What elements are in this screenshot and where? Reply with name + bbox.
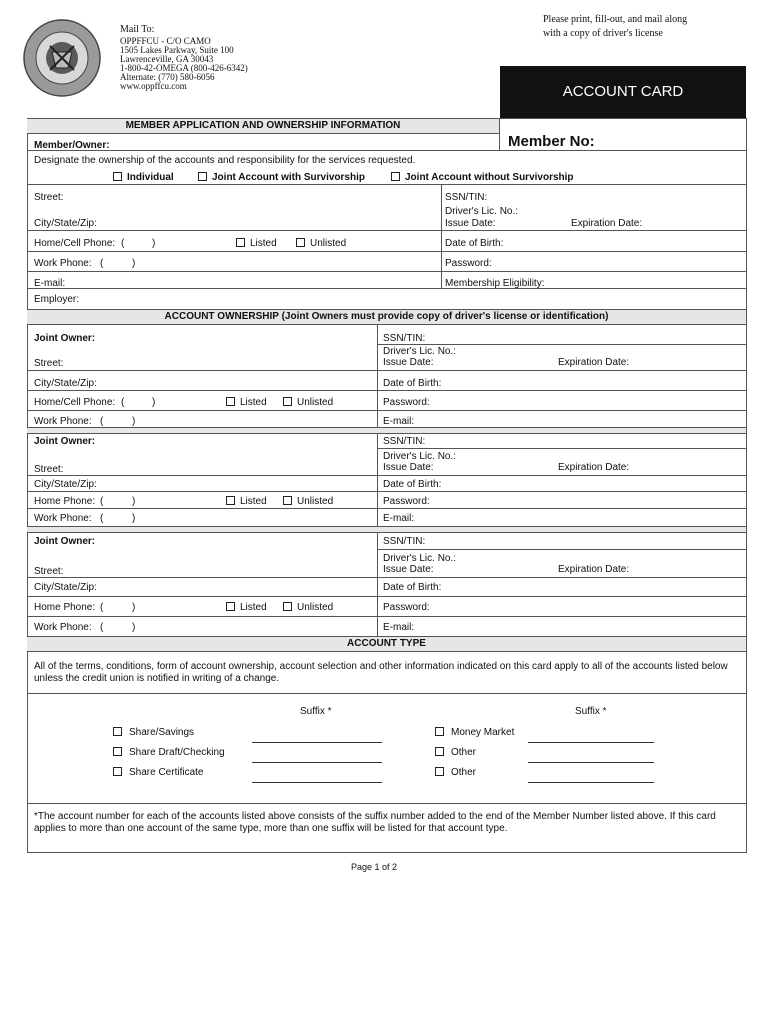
drivers-lic-label: Driver's Lic. No.:: [383, 346, 457, 357]
unlisted-checkbox[interactable]: [283, 496, 292, 505]
street-label: Street:: [34, 566, 64, 577]
city-state-zip-label: City/State/Zip:: [34, 218, 97, 229]
listed-label: Listed: [240, 496, 267, 507]
terms-text: unless the credit union is notified in writing of a change.: [34, 673, 280, 684]
unlisted-checkbox[interactable]: [283, 602, 292, 611]
row-separator: [27, 526, 746, 533]
unlisted-checkbox[interactable]: [283, 397, 292, 406]
suffix-right-header: Suffix *: [575, 706, 607, 717]
work-phone-label: Work Phone:: [34, 258, 92, 269]
member-owner-label: Member/Owner:: [34, 140, 110, 151]
individual-checkbox[interactable]: [113, 172, 122, 181]
share-draft-checkbox[interactable]: [113, 747, 122, 756]
credit-union-logo: [22, 18, 102, 98]
paren-close: ): [132, 258, 136, 269]
city-state-zip-label: City/State/Zip:: [34, 479, 97, 490]
other-label: Other: [451, 767, 477, 778]
password-label: Password:: [445, 258, 492, 269]
share-savings-label: Share/Savings: [129, 727, 195, 738]
drivers-lic-label: Driver's Lic. No.:: [445, 206, 519, 217]
password-label: Password:: [383, 397, 430, 408]
paren-open: (: [100, 513, 104, 524]
other-checkbox[interactable]: [435, 767, 444, 776]
footnote-text: applies to more than one account of the same type, more than one suffix will be listed for that account type.: [34, 823, 508, 834]
joint-owner-label: Joint Owner:: [34, 436, 96, 447]
address-line: 1-800-42-OMEGA (800-426-6342): [120, 63, 248, 73]
home-cell-phone-label: Home/Cell Phone:: [34, 238, 116, 249]
ssn-label: SSN/TIN:: [445, 192, 488, 203]
share-savings-checkbox[interactable]: [113, 727, 122, 736]
home-cell-phone-label: Home/Cell Phone:: [34, 397, 116, 408]
joint-without-survivorship-label: Joint Account without Survivorship: [405, 172, 574, 183]
paren-close: ): [132, 416, 136, 427]
address-line: Lawrenceville, GA 30043: [120, 54, 214, 64]
section-header-account-type: ACCOUNT TYPE: [27, 636, 746, 652]
email-label: E-mail:: [383, 513, 415, 524]
paren-open: (: [100, 602, 104, 613]
email-label: E-mail:: [383, 416, 415, 427]
share-certificate-label: Share Certificate: [129, 767, 204, 778]
ssn-label: SSN/TIN:: [383, 333, 426, 344]
expiration-date-label: Expiration Date:: [558, 564, 630, 575]
password-label: Password:: [383, 602, 430, 613]
listed-checkbox[interactable]: [226, 397, 235, 406]
page-number: Page 1 of 2: [351, 862, 398, 872]
member-no-label: Member No:: [508, 133, 595, 150]
issue-date-label: Issue Date:: [445, 218, 496, 229]
paren-close: ): [132, 513, 136, 524]
address-line: www.oppffcu.com: [120, 81, 187, 91]
money-market-label: Money Market: [451, 727, 515, 738]
listed-checkbox[interactable]: [236, 238, 245, 247]
money-market-suffix-field[interactable]: [528, 742, 654, 743]
expiration-date-label: Expiration Date:: [558, 357, 630, 368]
city-state-zip-label: City/State/Zip:: [34, 378, 97, 389]
street-label: Street:: [34, 358, 64, 369]
listed-checkbox[interactable]: [226, 602, 235, 611]
home-phone-label: Home Phone:: [34, 602, 96, 613]
street-label: Street:: [34, 192, 64, 203]
row-separator: [27, 427, 746, 434]
paren-open: (: [121, 397, 125, 408]
share-certificate-suffix-field[interactable]: [252, 782, 382, 783]
mail-to-label: Mail To:: [120, 24, 155, 35]
address-line: OPPFFCU - C/O CAMO: [120, 36, 211, 46]
section-header-member: MEMBER APPLICATION AND OWNERSHIP INFORMATION: [27, 118, 499, 134]
address-line: Alternate: (770) 580-6056: [120, 72, 215, 82]
money-market-checkbox[interactable]: [435, 727, 444, 736]
work-phone-label: Work Phone:: [34, 622, 92, 633]
date-of-birth-label: Date of Birth:: [445, 238, 504, 249]
joint-with-survivorship-checkbox[interactable]: [198, 172, 207, 181]
unlisted-label: Unlisted: [297, 397, 334, 408]
terms-text: All of the terms, conditions, form of account ownership, account selection and other information indicated on this card apply to all of the accounts listed below: [34, 661, 728, 672]
ssn-label: SSN/TIN:: [383, 536, 426, 547]
date-of-birth-label: Date of Birth:: [383, 479, 442, 490]
listed-label: Listed: [250, 238, 277, 249]
listed-label: Listed: [240, 602, 267, 613]
issue-date-label: Issue Date:: [383, 564, 434, 575]
paren-close: ): [152, 397, 156, 408]
share-draft-suffix-field[interactable]: [252, 762, 382, 763]
address-line: 1505 Lakes Parkway, Suite 100: [120, 45, 234, 55]
joint-with-survivorship-label: Joint Account with Survivorship: [212, 172, 365, 183]
designate-text: Designate the ownership of the accounts and responsibility for the services requested.: [34, 155, 416, 166]
paren-open: (: [100, 416, 104, 427]
individual-label: Individual: [127, 172, 174, 183]
share-certificate-checkbox[interactable]: [113, 767, 122, 776]
unlisted-checkbox[interactable]: [296, 238, 305, 247]
city-state-zip-label: City/State/Zip:: [34, 582, 97, 593]
paren-close: ): [132, 602, 136, 613]
joint-without-survivorship-checkbox[interactable]: [391, 172, 400, 181]
joint-owner-label: Joint Owner:: [34, 536, 96, 547]
other-suffix-field[interactable]: [528, 782, 654, 783]
unlisted-label: Unlisted: [297, 496, 334, 507]
work-phone-label: Work Phone:: [34, 513, 92, 524]
paren-open: (: [100, 258, 104, 269]
ssn-label: SSN/TIN:: [383, 436, 426, 447]
account-card-title: ACCOUNT CARD: [562, 83, 684, 100]
issue-date-label: Issue Date:: [383, 462, 434, 473]
listed-label: Listed: [240, 397, 267, 408]
instruction-text: Please print, fill-out, and mail along: [543, 14, 688, 25]
drivers-lic-label: Driver's Lic. No.:: [383, 451, 457, 462]
share-savings-suffix-field[interactable]: [252, 742, 382, 743]
listed-checkbox[interactable]: [226, 496, 235, 505]
section-header-ownership: ACCOUNT OWNERSHIP (Joint Owners must provide copy of driver's license or identification): [27, 309, 746, 325]
other-checkbox[interactable]: [435, 747, 444, 756]
expiration-date-label: Expiration Date:: [558, 462, 630, 473]
other-label: Other: [451, 747, 477, 758]
date-of-birth-label: Date of Birth:: [383, 582, 442, 593]
password-label: Password:: [383, 496, 430, 507]
street-label: Street:: [34, 464, 64, 475]
drivers-lic-label: Driver's Lic. No.:: [383, 553, 457, 564]
paren-close: ): [152, 238, 156, 249]
other-suffix-field[interactable]: [528, 762, 654, 763]
email-label: E-mail:: [383, 622, 415, 633]
paren-open: (: [100, 622, 104, 633]
paren-close: ): [132, 622, 136, 633]
unlisted-label: Unlisted: [297, 602, 334, 613]
instruction-text: with a copy of driver's license: [543, 28, 663, 39]
paren-open: (: [121, 238, 125, 249]
date-of-birth-label: Date of Birth:: [383, 378, 442, 389]
issue-date-label: Issue Date:: [383, 357, 434, 368]
unlisted-label: Unlisted: [310, 238, 347, 249]
employer-label: Employer:: [34, 294, 80, 305]
share-draft-label: Share Draft/Checking: [129, 747, 225, 758]
paren-open: (: [100, 496, 104, 507]
expiration-date-label: Expiration Date:: [571, 218, 643, 229]
joint-owner-label: Joint Owner:: [34, 333, 96, 344]
suffix-left-header: Suffix *: [300, 706, 332, 717]
home-phone-label: Home Phone:: [34, 496, 96, 507]
email-label: E-mail:: [34, 278, 66, 289]
paren-close: ): [132, 496, 136, 507]
work-phone-label: Work Phone:: [34, 416, 92, 427]
membership-eligibility-label: Membership Eligibility:: [445, 278, 545, 289]
footnote-text: *The account number for each of the accounts listed above consists of the suffix number added to the end of the Member Number listed above. If this card: [34, 811, 716, 822]
